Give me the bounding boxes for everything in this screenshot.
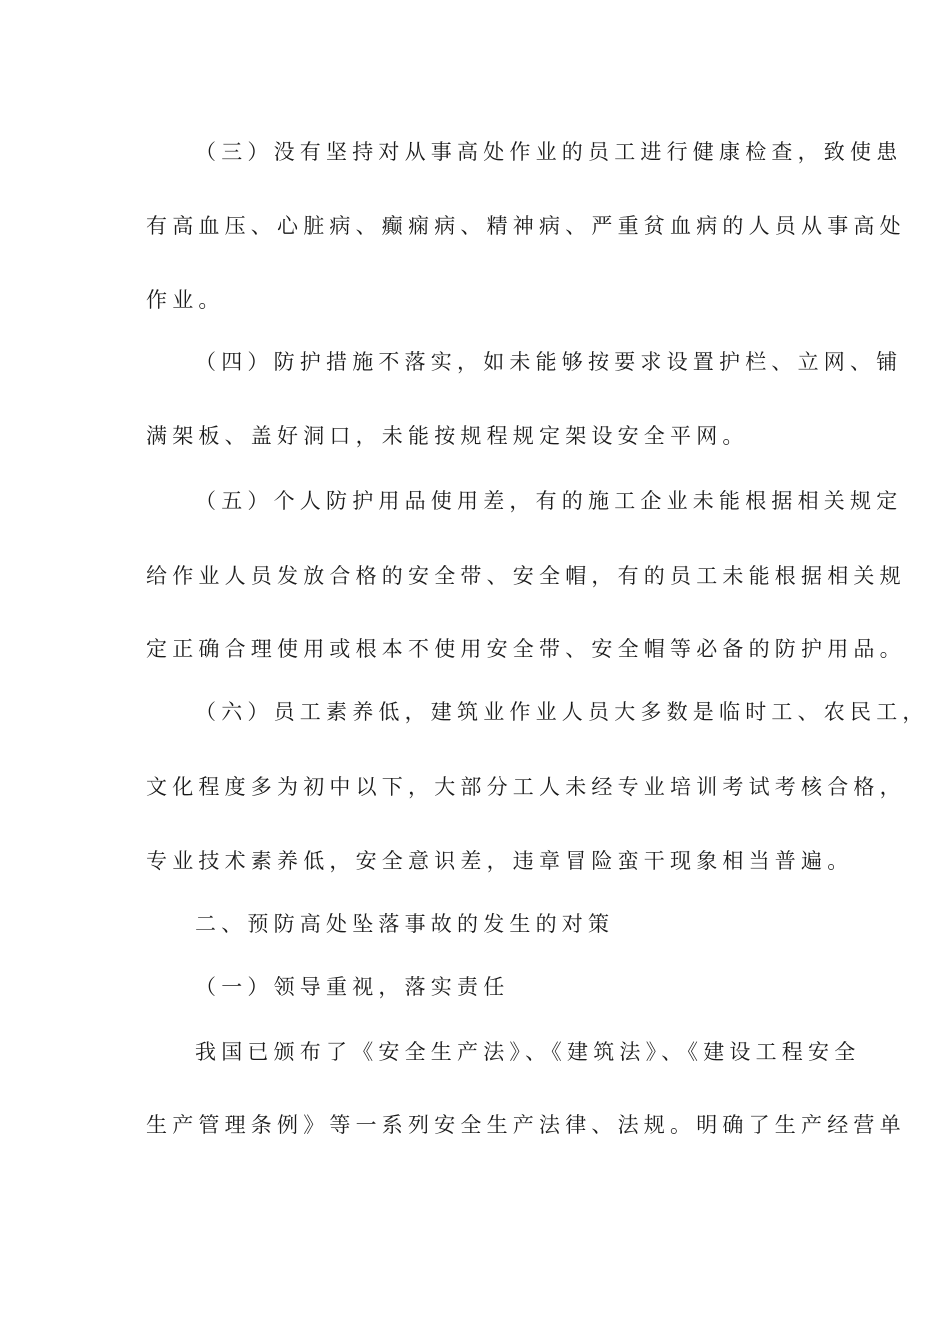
paragraph-7-line-1: 我国已颁布了《安全生产法》、《建筑法》、《建设工程安全 [195, 1040, 861, 1064]
paragraph-6-line-2: 文化程度多为初中以下，大部分工人未经专业培训考试考核合格， [146, 775, 906, 799]
paragraph-6-line-3: 专业技术素养低，安全意识差，违章冒险蛮干现象相当普遍。 [146, 849, 854, 873]
paragraph-5-line-1: （五）个人防护用品使用差，有的施工企业未能根据相关规定 [195, 489, 903, 513]
paragraph-3-line-3: 作业。 [146, 288, 225, 312]
subsection-heading: （一）领导重视，落实责任 [195, 975, 510, 999]
section-heading: 二、预防高处坠落事故的发生的对策 [195, 912, 615, 936]
paragraph-6-line-1: （六）员工素养低，建筑业作业人员大多数是临时工、农民工， [195, 700, 929, 724]
paragraph-4-line-1: （四）防护措施不落实，如未能够按要求设置护栏、立网、铺 [195, 350, 903, 374]
paragraph-5-line-3: 定正确合理使用或根本不使用安全带、安全帽等必备的防护用品。 [146, 637, 906, 661]
paragraph-5-line-2: 给作业人员发放合格的安全带、安全帽，有的员工未能根据相关规 [146, 564, 906, 588]
paragraph-7-line-2: 生产管理条例》等一系列安全生产法律、法规。明确了生产经营单 [146, 1113, 906, 1137]
paragraph-3-line-1: （三）没有坚持对从事高处作业的员工进行健康检查，致使患 [195, 140, 903, 164]
paragraph-4-line-2: 满架板、盖好洞口，未能按规程规定架设安全平网。 [146, 424, 749, 448]
paragraph-3-line-2: 有高血压、心脏病、癫痫病、精神病、严重贫血病的人员从事高处 [146, 214, 906, 238]
